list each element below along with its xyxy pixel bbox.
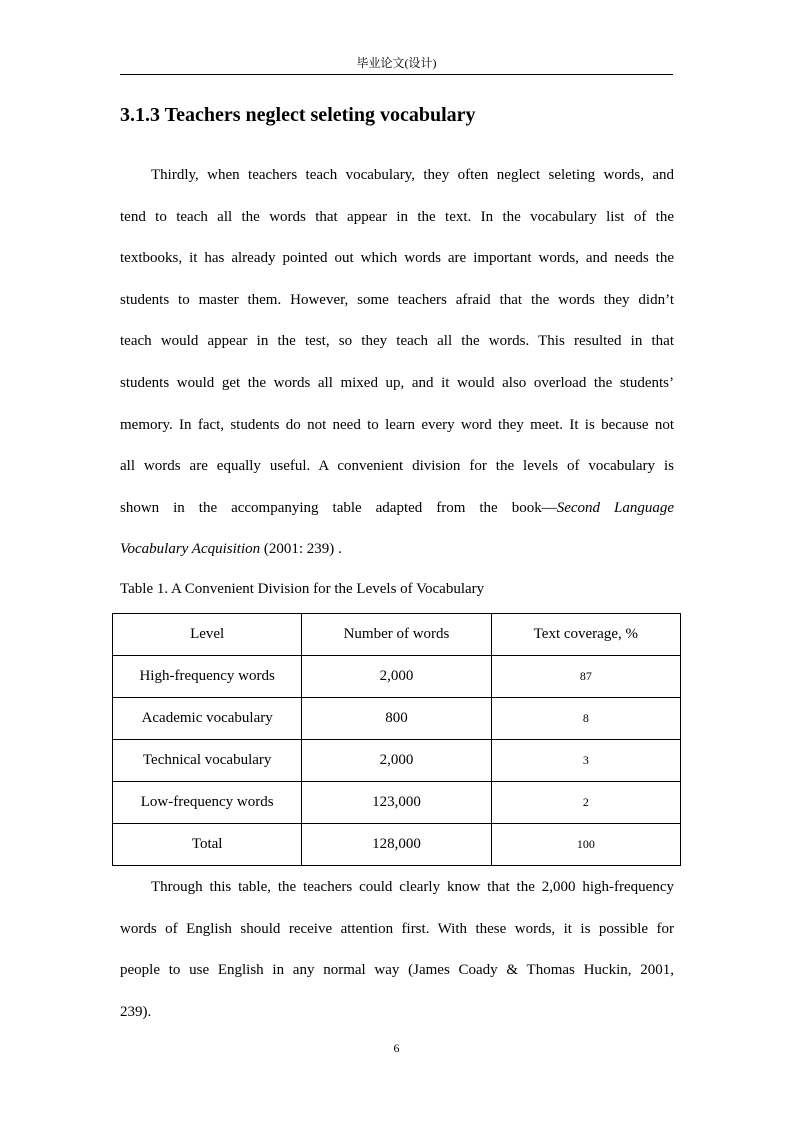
vocabulary-table bbox=[112, 613, 681, 866]
paragraph-line: memory. In fact, students do not need to learn every word they meet. It is because not bbox=[120, 416, 674, 433]
coverage-cell: 2 bbox=[491, 782, 680, 824]
table-row bbox=[113, 656, 681, 698]
book-title-part1: Second Language bbox=[556, 499, 674, 516]
paragraph-line: all words are equally useful. A convenient division for the levels of vocabulary is bbox=[120, 458, 674, 475]
page-number: 6 bbox=[393, 1041, 400, 1055]
level-cell: High-frequency words bbox=[113, 656, 302, 698]
header-cell: Level bbox=[113, 614, 302, 656]
paragraph-line: Thirdly, when teachers teach vocabulary, they often neglect seleting words, and bbox=[151, 167, 674, 183]
section-heading: 3.1.3 Teachers neglect seleting vocabulary bbox=[120, 104, 476, 126]
words-cell: 123,000 bbox=[302, 782, 491, 824]
coverage-cell: 87 bbox=[491, 656, 680, 698]
level-cell: Low-frequency words bbox=[113, 782, 302, 824]
running-header bbox=[120, 52, 673, 75]
paragraph-line: Through this table, the teachers could clearly know that the 2,000 high-frequency bbox=[151, 879, 674, 895]
coverage-cell: 3 bbox=[491, 740, 680, 782]
header-cell: Text coverage, % bbox=[491, 614, 680, 656]
paragraph-line: students to master them. However, some teachers afraid that the words they didn’t bbox=[120, 291, 674, 308]
paragraph-line bbox=[120, 488, 674, 530]
line-text: shown in the accompanying table adapted from the book— bbox=[120, 499, 557, 516]
paragraph-2 bbox=[120, 867, 674, 1033]
paragraph-line: tend to teach all the words that appear in the text. In the vocabulary list of the bbox=[120, 208, 674, 225]
paragraph-line: textbooks, it has already pointed out which words are important words, and needs the bbox=[120, 250, 674, 267]
words-cell: 2,000 bbox=[302, 740, 491, 782]
level-cell: Total bbox=[113, 824, 302, 866]
header-text: 毕业论文(设计) bbox=[356, 56, 437, 70]
words-cell: 2,000 bbox=[302, 656, 491, 698]
header-cell: Number of words bbox=[302, 614, 491, 656]
citation: (2001: 239) . bbox=[260, 541, 342, 558]
table-total-row bbox=[113, 824, 681, 866]
table-caption: Table 1. A Convenient Division for the Levels of Vocabulary bbox=[120, 581, 485, 597]
paragraph-1 bbox=[120, 155, 674, 571]
paragraph-line: people to use English in any normal way (James Coady & Thomas Huckin, 2001, bbox=[120, 962, 674, 979]
table-row bbox=[113, 740, 681, 782]
level-cell: Academic vocabulary bbox=[113, 698, 302, 740]
paragraph-line: students would get the words all mixed up, and it would also overload the students’ bbox=[120, 374, 674, 391]
table-row bbox=[113, 782, 681, 824]
paragraph-line: 239). bbox=[120, 1003, 152, 1020]
coverage-cell: 8 bbox=[491, 698, 680, 740]
paragraph-line bbox=[120, 529, 674, 571]
book-title-part2: Vocabulary Acquisition bbox=[120, 541, 261, 558]
words-cell: 800 bbox=[302, 698, 491, 740]
paragraph-line: teach would appear in the test, so they teach all the words. This resulted in that bbox=[120, 333, 674, 350]
table-header-row bbox=[113, 614, 681, 656]
level-cell: Technical vocabulary bbox=[113, 740, 302, 782]
table-row bbox=[113, 698, 681, 740]
coverage-cell: 100 bbox=[491, 824, 680, 866]
words-cell: 128,000 bbox=[302, 824, 491, 866]
paragraph-line: words of English should receive attention first. With these words, it is possible for bbox=[120, 920, 674, 937]
